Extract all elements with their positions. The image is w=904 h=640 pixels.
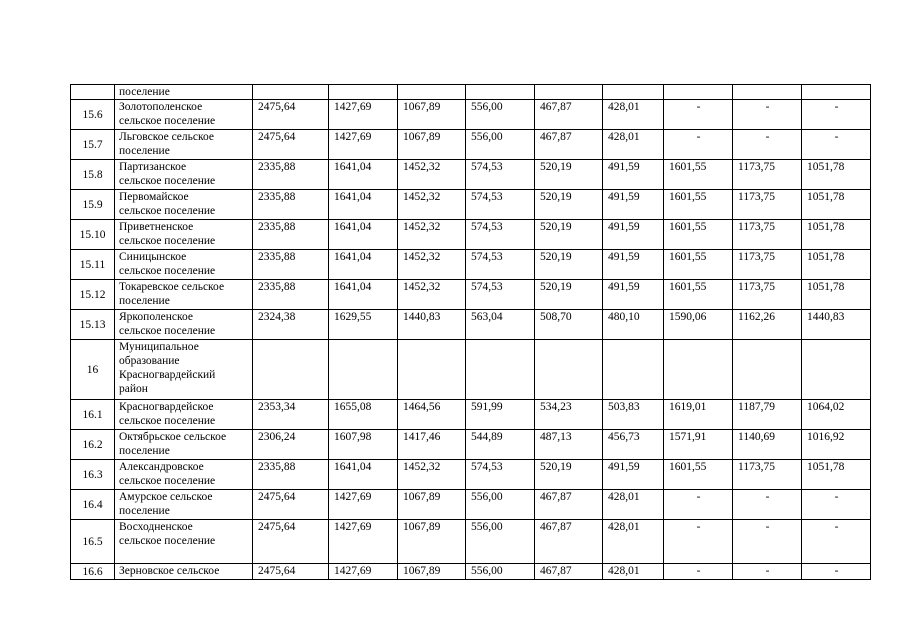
value-cell: 1601,55	[664, 460, 733, 490]
settlement-name-line: образование	[119, 355, 180, 367]
value-cell	[733, 340, 802, 400]
value-cell: 556,00	[466, 130, 535, 160]
value-cell: 1016,92	[802, 430, 871, 460]
row-number-cell: 16.2	[71, 430, 115, 460]
table-row	[71, 400, 871, 430]
value-cell: 2353,34	[253, 400, 329, 430]
table-row	[71, 130, 871, 160]
value-cell: -	[664, 490, 733, 520]
value-cell: 1629,55	[329, 310, 398, 340]
settlement-name-line: сельское поселение	[119, 535, 216, 547]
settlement-name-cell	[115, 340, 253, 400]
value-cell: 491,59	[603, 160, 664, 190]
settlement-name-line: Приветненское	[119, 221, 194, 233]
value-cell: 1655,08	[329, 400, 398, 430]
value-cell: 574,53	[466, 460, 535, 490]
table-row	[71, 160, 871, 190]
value-cell: 1601,55	[664, 220, 733, 250]
row-number-cell: 15.12	[71, 280, 115, 310]
settlement-name-cell	[115, 160, 253, 190]
row-number-cell	[71, 85, 115, 100]
settlement-name-cell	[115, 310, 253, 340]
value-cell: 2335,88	[253, 250, 329, 280]
value-cell: 491,59	[603, 280, 664, 310]
value-cell: 1417,46	[398, 430, 466, 460]
settlement-name-line: сельское поселение	[119, 115, 216, 127]
settlement-name-line: сельское поселение	[119, 205, 216, 217]
row-number-cell: 15.7	[71, 130, 115, 160]
value-cell: 491,59	[603, 460, 664, 490]
row-number-cell: 15.10	[71, 220, 115, 250]
value-cell: 1067,89	[398, 130, 466, 160]
value-cell	[466, 340, 535, 400]
value-cell: -	[664, 520, 733, 564]
value-cell: 556,00	[466, 564, 535, 580]
value-cell: 1601,55	[664, 280, 733, 310]
value-cell: 1173,75	[733, 220, 802, 250]
table-row	[71, 250, 871, 280]
settlement-name-line: Синицынское	[119, 251, 187, 263]
settlement-name-line: поселение	[119, 505, 170, 517]
table-row	[71, 490, 871, 520]
settlement-name-line: Муниципальное	[119, 341, 199, 353]
value-cell: -	[733, 100, 802, 130]
value-cell: 1452,32	[398, 460, 466, 490]
value-cell: 2335,88	[253, 190, 329, 220]
value-cell: 1051,78	[802, 190, 871, 220]
value-cell: 1452,32	[398, 220, 466, 250]
value-cell	[535, 85, 603, 100]
settlement-name-line: Первомайское	[119, 191, 189, 203]
value-cell: 574,53	[466, 220, 535, 250]
value-cell: 1427,69	[329, 520, 398, 564]
value-cell: 2335,88	[253, 160, 329, 190]
row-number-cell: 15.8	[71, 160, 115, 190]
settlement-name-line: сельское поселение	[119, 235, 216, 247]
value-cell: 503,83	[603, 400, 664, 430]
value-cell: -	[802, 100, 871, 130]
value-cell: 1601,55	[664, 250, 733, 280]
table-row	[71, 280, 871, 310]
value-cell: 508,70	[535, 310, 603, 340]
value-cell	[802, 85, 871, 100]
value-cell: 1452,32	[398, 280, 466, 310]
value-cell: 1187,79	[733, 400, 802, 430]
value-cell: 1452,32	[398, 160, 466, 190]
value-cell: 1440,83	[802, 310, 871, 340]
value-cell: 2475,64	[253, 100, 329, 130]
value-cell: -	[733, 490, 802, 520]
value-cell: 1590,06	[664, 310, 733, 340]
row-number-cell: 16.6	[71, 564, 115, 580]
value-cell: 491,59	[603, 190, 664, 220]
table-row	[71, 460, 871, 490]
value-cell: -	[802, 130, 871, 160]
settlement-name-cell	[115, 460, 253, 490]
value-cell: 491,59	[603, 250, 664, 280]
value-cell	[603, 340, 664, 400]
settlement-name-line: поселение	[119, 295, 170, 307]
settlement-name-cell	[115, 85, 253, 100]
value-cell: 487,13	[535, 430, 603, 460]
value-cell: 2475,64	[253, 130, 329, 160]
value-cell: 1067,89	[398, 490, 466, 520]
value-cell: 2475,64	[253, 564, 329, 580]
settlement-name-line: Яркополенское	[119, 311, 194, 323]
value-cell: 428,01	[603, 130, 664, 160]
value-cell: 1173,75	[733, 190, 802, 220]
value-cell: 1601,55	[664, 160, 733, 190]
value-cell: 1641,04	[329, 460, 398, 490]
value-cell	[466, 85, 535, 100]
value-cell: 1162,26	[733, 310, 802, 340]
value-cell: 1452,32	[398, 250, 466, 280]
value-cell: 1051,78	[802, 250, 871, 280]
settlement-name-line: район	[119, 383, 148, 395]
value-cell: 520,19	[535, 460, 603, 490]
value-cell: 467,87	[535, 490, 603, 520]
value-cell: 1601,55	[664, 190, 733, 220]
row-number-cell: 15.13	[71, 310, 115, 340]
settlement-name-line: Льговское сельское	[119, 131, 214, 143]
tariff-table	[70, 84, 871, 580]
value-cell	[664, 340, 733, 400]
value-cell: 1464,56	[398, 400, 466, 430]
value-cell: 480,10	[603, 310, 664, 340]
settlement-name-cell	[115, 220, 253, 250]
settlement-name-line: сельское поселение	[119, 415, 216, 427]
row-number-cell: 15.6	[71, 100, 115, 130]
value-cell: 1452,32	[398, 190, 466, 220]
value-cell: 1064,02	[802, 400, 871, 430]
table-row	[71, 430, 871, 460]
value-cell: 1427,69	[329, 130, 398, 160]
row-number-cell: 16.4	[71, 490, 115, 520]
value-cell: 1427,69	[329, 564, 398, 580]
value-cell: 574,53	[466, 190, 535, 220]
value-cell: 520,19	[535, 160, 603, 190]
value-cell	[603, 85, 664, 100]
value-cell: 1067,89	[398, 564, 466, 580]
value-cell: 574,53	[466, 160, 535, 190]
value-cell: 428,01	[603, 100, 664, 130]
value-cell: 467,87	[535, 100, 603, 130]
value-cell: 1173,75	[733, 160, 802, 190]
table-row	[71, 190, 871, 220]
value-cell: 2306,24	[253, 430, 329, 460]
settlement-name-cell	[115, 100, 253, 130]
value-cell: 1607,98	[329, 430, 398, 460]
value-cell: 520,19	[535, 250, 603, 280]
value-cell: 428,01	[603, 520, 664, 564]
settlement-name-cell	[115, 250, 253, 280]
value-cell	[398, 85, 466, 100]
value-cell: 428,01	[603, 564, 664, 580]
value-cell: 1173,75	[733, 250, 802, 280]
value-cell: 574,53	[466, 280, 535, 310]
settlement-name-line: Восходненское	[119, 521, 193, 533]
value-cell: 520,19	[535, 190, 603, 220]
value-cell: 1051,78	[802, 160, 871, 190]
settlement-name-line: Красногвардейский	[119, 369, 216, 381]
settlement-name-line: Красногвардейское	[119, 401, 214, 413]
table-row	[71, 310, 871, 340]
settlement-name-line: сельское поселение	[119, 475, 216, 487]
value-cell: 1051,78	[802, 280, 871, 310]
value-cell: 428,01	[603, 490, 664, 520]
table-row	[71, 340, 871, 400]
value-cell: 456,73	[603, 430, 664, 460]
settlement-name-line: Октябрьское сельское	[119, 431, 227, 443]
table-row	[71, 564, 871, 580]
value-cell: -	[802, 564, 871, 580]
settlement-name-line: поселение	[119, 445, 170, 457]
value-cell: -	[664, 100, 733, 130]
settlement-name-cell	[115, 190, 253, 220]
row-number-cell: 16.1	[71, 400, 115, 430]
settlement-name-cell	[115, 430, 253, 460]
value-cell	[329, 85, 398, 100]
value-cell: -	[733, 564, 802, 580]
value-cell: 556,00	[466, 490, 535, 520]
value-cell: 1641,04	[329, 220, 398, 250]
value-cell: 1427,69	[329, 100, 398, 130]
value-cell: 563,04	[466, 310, 535, 340]
value-cell: 556,00	[466, 520, 535, 564]
value-cell: 1051,78	[802, 460, 871, 490]
value-cell: 467,87	[535, 520, 603, 564]
row-number-cell: 15.9	[71, 190, 115, 220]
value-cell: 534,23	[535, 400, 603, 430]
row-number-cell: 16.3	[71, 460, 115, 490]
value-cell: 1619,01	[664, 400, 733, 430]
value-cell	[253, 340, 329, 400]
value-cell: 520,19	[535, 280, 603, 310]
value-cell: 2324,38	[253, 310, 329, 340]
value-cell: 574,53	[466, 250, 535, 280]
value-cell	[664, 85, 733, 100]
value-cell: -	[733, 130, 802, 160]
table-row	[71, 85, 871, 100]
value-cell: -	[664, 130, 733, 160]
value-cell: 2335,88	[253, 280, 329, 310]
value-cell: 2335,88	[253, 220, 329, 250]
value-cell: 2475,64	[253, 520, 329, 564]
value-cell: 1051,78	[802, 220, 871, 250]
settlement-name-cell	[115, 280, 253, 310]
value-cell: 467,87	[535, 564, 603, 580]
value-cell	[733, 85, 802, 100]
value-cell: 2335,88	[253, 460, 329, 490]
value-cell: -	[733, 520, 802, 564]
value-cell	[802, 340, 871, 400]
value-cell: 1641,04	[329, 250, 398, 280]
settlement-name-cell	[115, 520, 253, 564]
value-cell: 467,87	[535, 130, 603, 160]
value-cell	[535, 340, 603, 400]
settlement-name-line: сельское поселение	[119, 325, 216, 337]
value-cell: -	[664, 564, 733, 580]
settlement-name-cell	[115, 400, 253, 430]
value-cell	[329, 340, 398, 400]
settlement-name-cell	[115, 130, 253, 160]
settlement-name-line: Токаревское сельское	[119, 281, 225, 293]
settlement-name-line: Партизанское	[119, 161, 187, 173]
value-cell: 491,59	[603, 220, 664, 250]
value-cell: 1571,91	[664, 430, 733, 460]
value-cell: 556,00	[466, 100, 535, 130]
value-cell: 1440,83	[398, 310, 466, 340]
value-cell: 1641,04	[329, 160, 398, 190]
value-cell: 591,99	[466, 400, 535, 430]
value-cell: -	[802, 520, 871, 564]
row-number-cell: 16.5	[71, 520, 115, 564]
value-cell: 1641,04	[329, 280, 398, 310]
row-number-cell: 15.11	[71, 250, 115, 280]
value-cell: 2475,64	[253, 490, 329, 520]
value-cell: 1173,75	[733, 460, 802, 490]
value-cell: 1173,75	[733, 280, 802, 310]
value-cell	[398, 340, 466, 400]
settlement-name-cell	[115, 490, 253, 520]
value-cell: 1140,69	[733, 430, 802, 460]
settlement-name-cell	[115, 564, 253, 580]
settlement-name-line: сельское поселение	[119, 265, 216, 277]
value-cell: 1067,89	[398, 100, 466, 130]
settlement-name-line: Золотополенское	[119, 101, 203, 113]
value-cell: 544,89	[466, 430, 535, 460]
table-row	[71, 520, 871, 564]
table-row	[71, 100, 871, 130]
value-cell: 1427,69	[329, 490, 398, 520]
value-cell: 1067,89	[398, 520, 466, 564]
settlement-name-line: Александровское	[119, 461, 204, 473]
table-row	[71, 220, 871, 250]
settlement-name-line: Зерновское сельское	[119, 565, 220, 577]
value-cell: -	[802, 490, 871, 520]
value-cell	[253, 85, 329, 100]
row-number-cell: 16	[71, 340, 115, 400]
value-cell: 1641,04	[329, 190, 398, 220]
settlement-name-line: Амурское сельское	[119, 491, 213, 503]
table-body	[71, 85, 871, 580]
value-cell: 520,19	[535, 220, 603, 250]
settlement-name-line: поселение	[119, 86, 170, 98]
settlement-name-line: поселение	[119, 145, 170, 157]
settlement-name-line: сельское поселение	[119, 175, 216, 187]
